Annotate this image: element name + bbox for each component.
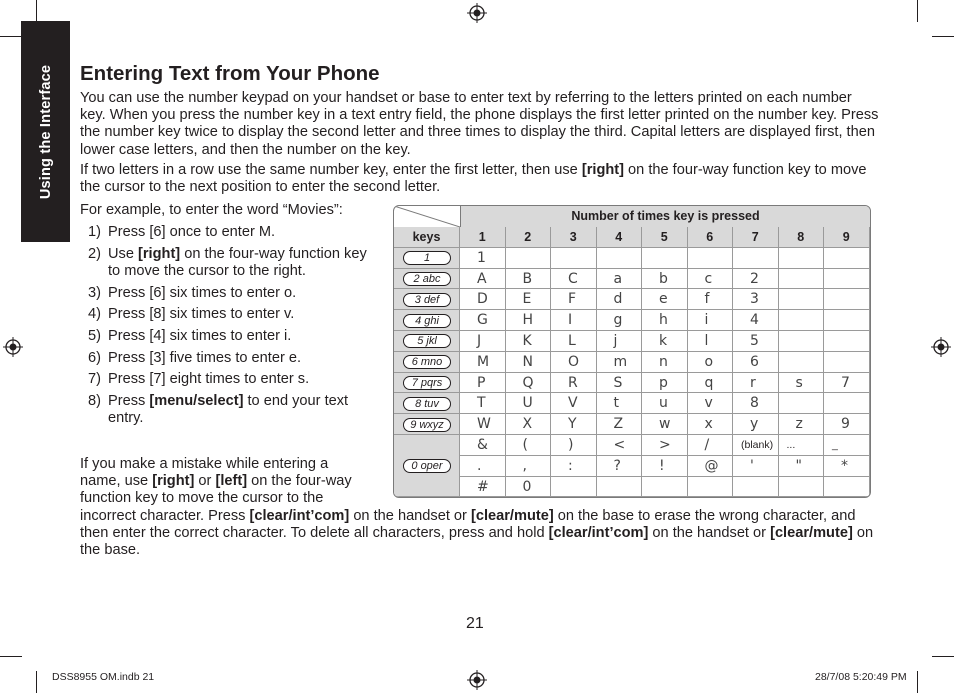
character-cell <box>642 477 688 498</box>
key-cell <box>394 248 460 269</box>
key-cell <box>394 352 460 373</box>
character-cell: o <box>688 352 734 373</box>
step-item <box>88 393 373 427</box>
character-cell <box>551 477 597 498</box>
character-cell: S <box>597 373 643 394</box>
character-cell: M <box>460 352 506 373</box>
character-cell <box>824 310 870 331</box>
key-cell <box>394 373 460 394</box>
character-cell <box>642 248 688 269</box>
character-cell: , <box>506 456 552 477</box>
page-number: 21 <box>466 615 484 632</box>
character-cell: i <box>688 310 734 331</box>
table-header: Number of times key is pressed <box>460 206 870 228</box>
character-cell: E <box>506 289 552 310</box>
same-key-paragraph <box>80 162 880 196</box>
text: on the handset or <box>349 508 471 524</box>
character-cell: ( <box>506 435 552 456</box>
keypad-key-label: 3 def <box>403 293 451 307</box>
step-number: 2) <box>88 245 101 262</box>
character-cell: B <box>506 269 552 290</box>
steps-list <box>88 224 373 432</box>
character-cell: w <box>642 414 688 435</box>
character-cell: t <box>597 393 643 414</box>
character-cell: V <box>551 393 597 414</box>
press-count-header: 2 <box>506 227 552 248</box>
character-cell <box>824 331 870 352</box>
press-count-header: 8 <box>779 227 825 248</box>
character-cell <box>824 248 870 269</box>
character-cell: y <box>733 414 779 435</box>
character-cell <box>551 248 597 269</box>
text: on the base to erase the wrong character, and then enter the correct character. To delete all characters, press and hold <box>80 508 856 542</box>
key-cell <box>394 310 460 331</box>
character-cell: ? <box>597 456 643 477</box>
character-cell: C <box>551 269 597 290</box>
step-item <box>88 371 373 388</box>
step-item <box>88 246 373 280</box>
character-cell: s <box>779 373 825 394</box>
keypad-key-label: 1 <box>403 251 451 265</box>
character-cell: @ <box>688 456 734 477</box>
crop-mark <box>0 36 22 37</box>
character-cell: L <box>551 331 597 352</box>
character-cell: O <box>551 352 597 373</box>
character-cell: # <box>460 477 506 498</box>
character-cell: 7 <box>824 373 870 394</box>
character-cell: F <box>551 289 597 310</box>
character-cell: ) <box>551 435 597 456</box>
character-cell <box>688 477 734 498</box>
side-tab <box>21 21 70 242</box>
key-name: [menu/select] <box>149 393 244 410</box>
text: Press <box>108 393 150 410</box>
step-number: 1) <box>88 224 101 240</box>
character-cell: m <box>597 352 643 373</box>
step-number: 4) <box>88 306 101 323</box>
text: on the four-way function key to move the cursor to the right. <box>108 245 367 279</box>
character-cell: p <box>642 373 688 394</box>
keypad-key-label: 4 ghi <box>403 314 451 328</box>
character-cell: c <box>688 269 734 290</box>
text: Press [7] eight times to enter s. <box>108 371 310 388</box>
key-cell <box>394 331 460 352</box>
step-item <box>88 328 373 345</box>
character-cell: 1 <box>460 248 506 269</box>
character-cell: v <box>688 393 734 414</box>
step-item <box>88 285 373 302</box>
step-item <box>88 224 373 241</box>
character-cell: h <box>642 310 688 331</box>
character-cell: ' <box>733 456 779 477</box>
key-cell <box>394 269 460 290</box>
key-name: [left] <box>215 473 248 490</box>
character-cell <box>597 477 643 498</box>
character-cell <box>824 269 870 290</box>
character-cell: g <box>597 310 643 331</box>
character-cell: 2 <box>733 269 779 290</box>
character-cell: H <box>506 310 552 331</box>
character-cell: n <box>642 352 688 373</box>
press-count-header: 9 <box>824 227 870 248</box>
press-count-header: 7 <box>733 227 779 248</box>
character-cell: 3 <box>733 289 779 310</box>
key-name: [clear/int’com] <box>249 508 350 524</box>
table-corner-diagonal <box>394 206 460 227</box>
character-cell: Y <box>551 414 597 435</box>
character-cell: J <box>460 331 506 352</box>
character-cell: a <box>597 269 643 290</box>
character-cell <box>779 269 825 290</box>
keypad-key-label: 7 pqrs <box>403 376 451 390</box>
text: to end your text entry. <box>108 393 349 427</box>
character-cell: < <box>597 435 643 456</box>
character-cell <box>779 352 825 373</box>
character-cell: b <box>642 269 688 290</box>
character-cell: N <box>506 352 552 373</box>
intro-paragraph: You can use the number keypad on your handset or base to enter text by referring to the letters printed on each number key. When you press the number key in a text entry field, the phone displays the first letter printed on the number key. Press the number key twice to display the second letter and three times to display the third. Capital letters are displayed first, then lower case letters, and then the number on the key. <box>80 90 879 158</box>
key-name: [clear/int’com] <box>548 525 649 542</box>
character-cell: U <box>506 393 552 414</box>
side-tab-label: Using the Interface <box>37 64 54 199</box>
character-cell: D <box>460 289 506 310</box>
character-cell <box>824 289 870 310</box>
character-cell: " <box>779 456 825 477</box>
keys-column-header: keys <box>394 227 460 248</box>
step-text <box>108 371 309 388</box>
text: on the four-way function key to move the cursor to the next position to enter the second letter. <box>80 162 867 196</box>
character-cell: R <box>551 373 597 394</box>
text: Use <box>108 245 139 262</box>
character-cell <box>779 331 825 352</box>
keypad-key-label: 0 oper <box>403 459 451 473</box>
crop-mark <box>917 671 918 693</box>
character-cell <box>824 352 870 373</box>
page-title: Entering Text from Your Phone <box>80 62 380 85</box>
step-number: 8) <box>88 393 101 410</box>
character-cell: k <box>642 331 688 352</box>
keypad-key-label: 2 abc <box>403 272 451 286</box>
character-cell: r <box>733 373 779 394</box>
character-cell <box>824 393 870 414</box>
character-cell: A <box>460 269 506 290</box>
character-cell: 4 <box>733 310 779 331</box>
step-number: 6) <box>88 349 101 366</box>
example-paragraph: For example, to enter the word “Movies”: <box>80 202 343 218</box>
press-count-header: 1 <box>460 227 506 248</box>
key-cell <box>394 289 460 310</box>
text: incorrect character. Press <box>80 508 250 524</box>
press-count-header: 4 <box>597 227 643 248</box>
character-cell: Z <box>597 414 643 435</box>
registration-mark-icon <box>467 3 487 23</box>
text: Press [3] five times to enter e. <box>108 349 302 366</box>
step-text <box>108 350 301 367</box>
keypad-key-label: 9 wxyz <box>403 418 451 432</box>
character-cell <box>506 248 552 269</box>
character-cell: _ <box>824 435 870 456</box>
character-cell: x <box>688 414 734 435</box>
text: Press [4] six times to enter i. <box>108 328 292 345</box>
character-cell: K <box>506 331 552 352</box>
crop-mark <box>0 656 22 657</box>
character-cell: 6 <box>733 352 779 373</box>
character-table <box>393 205 871 498</box>
character-cell: W <box>460 414 506 435</box>
character-cell: > <box>642 435 688 456</box>
character-cell: ... <box>779 435 825 456</box>
keypad-key-label: 8 tuv <box>403 397 451 411</box>
character-cell <box>597 248 643 269</box>
character-cell <box>779 310 825 331</box>
text: on the four-way function key to move the cursor to the <box>80 473 352 507</box>
character-cell: G <box>460 310 506 331</box>
step-text <box>108 224 275 241</box>
key-name: [clear/mute] <box>770 525 853 542</box>
character-cell <box>733 477 779 498</box>
key-name: [right] <box>152 473 195 490</box>
character-cell: * <box>824 456 870 477</box>
registration-mark-icon <box>931 337 951 357</box>
step-item <box>88 350 373 367</box>
character-cell: : <box>551 456 597 477</box>
character-cell: . <box>460 456 506 477</box>
keypad-key-label: 5 jkl <box>403 334 451 348</box>
character-cell: I <box>551 310 597 331</box>
character-cell: P <box>460 373 506 394</box>
step-text <box>108 328 291 345</box>
key-cell <box>394 393 460 414</box>
step-text <box>108 393 373 427</box>
character-cell: j <box>597 331 643 352</box>
character-cell <box>733 248 779 269</box>
key-name: [right] <box>138 245 181 262</box>
crop-mark <box>932 36 954 37</box>
character-cell <box>779 248 825 269</box>
character-cell <box>688 248 734 269</box>
text: If you make a mistake while entering a name, use <box>80 456 329 490</box>
registration-mark-icon <box>467 670 487 690</box>
character-cell: Q <box>506 373 552 394</box>
mistake-paragraph <box>80 456 370 508</box>
character-cell: T <box>460 393 506 414</box>
step-item <box>88 306 373 323</box>
key-name: [right] <box>581 162 624 178</box>
footer-timestamp: 28/7/08 5:20:49 PM <box>815 671 907 683</box>
footer-filename: DSS8955 OM.indb 21 <box>52 671 155 683</box>
character-cell: 9 <box>824 414 870 435</box>
character-cell: 8 <box>733 393 779 414</box>
crop-mark <box>36 0 37 22</box>
character-cell <box>779 289 825 310</box>
key-cell <box>394 414 460 435</box>
text: on the base. <box>80 525 874 559</box>
character-cell: d <box>597 289 643 310</box>
character-cell <box>779 393 825 414</box>
text: Press [6] six times to enter o. <box>108 284 297 301</box>
step-text <box>108 285 296 302</box>
character-cell: X <box>506 414 552 435</box>
keypad-key-label: 6 mno <box>403 355 451 369</box>
mistake-paragraph-continued <box>80 508 875 560</box>
character-cell: q <box>688 373 734 394</box>
step-number: 7) <box>88 371 101 388</box>
text: Press [8] six times to enter v. <box>108 306 295 323</box>
character-cell: ! <box>642 456 688 477</box>
character-cell <box>779 477 825 498</box>
key-cell <box>394 435 460 497</box>
text: or <box>194 473 216 490</box>
crop-mark <box>932 656 954 657</box>
character-cell: l <box>688 331 734 352</box>
character-cell: (blank) <box>733 435 779 456</box>
text: If two letters in a row use the same number key, enter the first letter, then use <box>80 162 582 178</box>
text: Press [6] once to enter M. <box>108 224 276 240</box>
character-cell: / <box>688 435 734 456</box>
key-name: [clear/mute] <box>470 508 554 524</box>
registration-mark-icon <box>3 337 23 357</box>
step-text <box>108 246 373 280</box>
press-count-header: 6 <box>688 227 734 248</box>
crop-mark <box>36 671 37 693</box>
press-count-header: 3 <box>551 227 597 248</box>
character-cell: z <box>779 414 825 435</box>
step-number: 3) <box>88 284 101 301</box>
character-cell: u <box>642 393 688 414</box>
character-cell <box>824 477 870 498</box>
character-cell: 5 <box>733 331 779 352</box>
character-cell: f <box>688 289 734 310</box>
character-cell: & <box>460 435 506 456</box>
character-cell: 0 <box>506 477 552 498</box>
text: on the handset or <box>648 525 771 542</box>
step-text <box>108 306 294 323</box>
crop-mark <box>917 0 918 22</box>
step-number: 5) <box>88 328 101 345</box>
press-count-header: 5 <box>642 227 688 248</box>
character-cell: e <box>642 289 688 310</box>
